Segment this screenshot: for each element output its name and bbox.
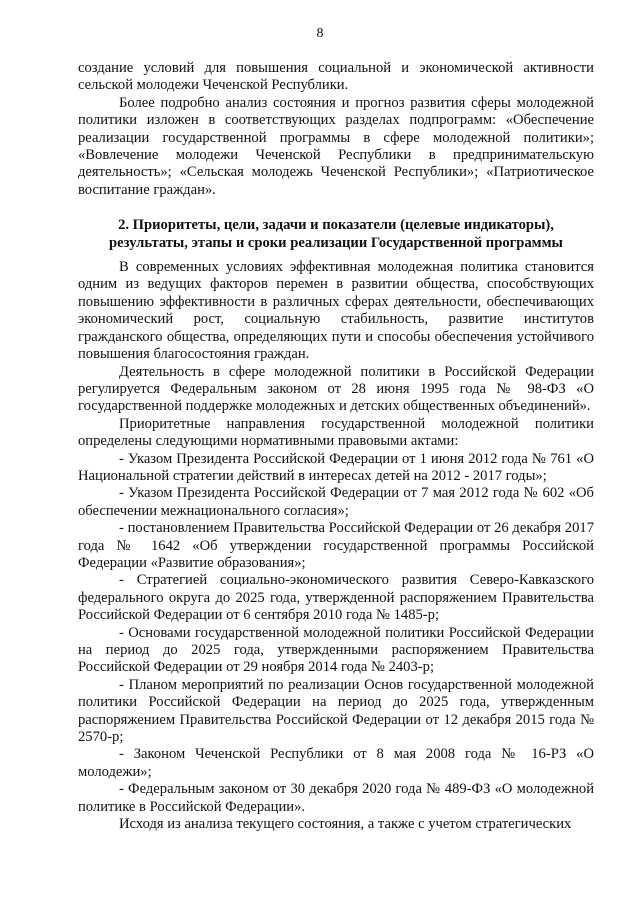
section-heading-line: 2. Приоритеты, цели, задачи и показатели (целевые индикаторы), (118, 217, 554, 234)
section-heading (78, 217, 594, 252)
list-item: - Стратегией социально-экономического развития Северо-Кавказского федерального округа до 2025 года, утвержденной распоряжением Правительства Российской Федерации от 6 сентября 2010 года № 1485-р; (78, 572, 594, 624)
paragraph: создание условий для повышения социальной и экономической активности сельской молодежи Чеченской Республики. (78, 60, 594, 94)
list-item: - постановлением Правительства Российской Федерации от 26 декабря 2017 года № 1642 «Об утверждении государственной программы Российской Федерации «Развитие образования»; (78, 520, 594, 571)
paragraph: Исходя из анализа текущего состояния, а также с учетом стратегических (119, 816, 572, 833)
list-item: - Федеральным законом от 30 декабря 2020 года № 489-ФЗ «О молодежной политике в Российской Федерации». (78, 781, 594, 815)
paragraph: В современных условиях эффективная молодежная политика становится одним из ведущих факторов перемен в развитии общества, способствующих повышению эффективности в различных сферах деятельности, обеспечивающих экономический рост, социальную стабильность, развитие институтов гражданского общества, определяющих пути и способы обеспечения устойчивого повышения благосостояния граждан. (78, 259, 594, 363)
list-item: - Основами государственной молодежной политики Российской Федерации на период до 2025 года, утвержденными распоряжением Правительства Российской Федерации от 29 ноября 2014 года № 2403-р; (78, 624, 594, 676)
paragraph: Деятельность в сфере молодежной политики в Российской Федерации регулируется Федеральным законом от 28 июня 1995 года № 98-ФЗ «О государственной поддержке молодежных и детских общественных объединений». (78, 363, 594, 415)
document-body (78, 60, 594, 833)
list-item: - Планом мероприятий по реализации Основ государственной молодежной политики Российской Федерации на период до 2025 года, утвержденным распоряжением Правительства Российской Федерации от 12 декабря 2015 года № 2570-р; (78, 676, 594, 746)
paragraph: Более подробно анализ состояния и прогноз развития сферы молодежной политики изложен в соответствующих разделах подпрограмм: «Обеспечение реализации государственной программы в сфере молодежной политики»; «Вовлечение молодежи Чеченской Республики в предпринимательскую деятельность»; «Сельская молодежь Чеченской Республики»; «Патриотическое воспитание граждан». (78, 94, 594, 198)
list-item: - Законом Чеченской Республики от 8 мая 2008 года № 16-РЗ «О молодежи»; (78, 746, 594, 780)
page-number: 8 (316, 26, 324, 41)
section-heading-line: результаты, этапы и сроки реализации Государственной программы (109, 234, 563, 251)
paragraph: Приоритетные направления государственной молодежной политики определены следующими нормативными правовыми актами: (78, 415, 594, 450)
list-item: - Указом Президента Российской Федерации от 1 июня 2012 года № 761 «О Национальной стратегии действий в интересах детей на 2012 - 2017 годы»; (78, 450, 594, 484)
list-item: - Указом Президента Российской Федерации от 7 мая 2012 года № 602 «Об обеспечении межнационального согласия»; (78, 485, 594, 519)
